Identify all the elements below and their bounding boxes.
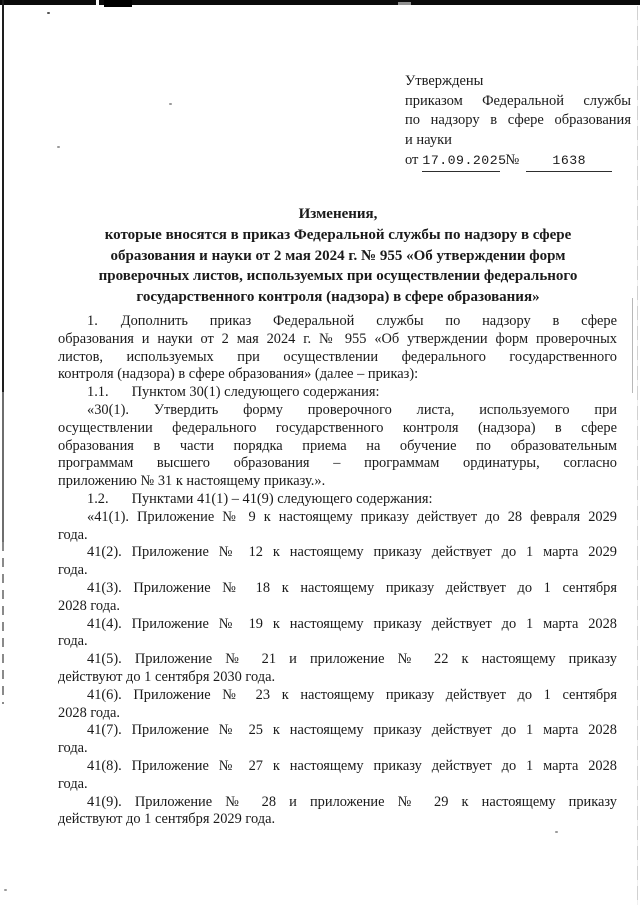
- approval-lines: [405, 72, 631, 150]
- body-line: 1. Дополнить приказ Федеральной службы по надзору в сфере: [87, 313, 617, 329]
- scan-speck: [57, 146, 60, 148]
- body-line: 1.1. Пунктом 30(1) следующего содержания:: [87, 384, 380, 401]
- body-line: действуют до 1 сентября 2029 года.: [58, 811, 276, 828]
- body-line: года.: [58, 740, 88, 757]
- body-line: 2028 года.: [58, 704, 121, 721]
- body-line: 41(5). Приложение № 21 и приложение № 22 к настоящему приказу: [87, 651, 617, 668]
- scan-speck: [4, 889, 7, 891]
- approval-date-prefix: от: [405, 152, 419, 168]
- scan-edge-left: [2, 542, 4, 704]
- paragraph-number: 1.2.: [87, 490, 109, 507]
- body-line: программам высшего образования – программам ординатуры, согласно: [58, 455, 617, 472]
- body-line: 41(7). Приложение № 25 к настоящему приказу действует до 1 марта 2028: [87, 722, 617, 739]
- body-line: контроля (надзора) в сфере образования» (далее – приказ):: [58, 366, 419, 383]
- approval-date-value: 17.09.2025: [422, 151, 500, 172]
- paragraph-number: 1.1.: [87, 384, 109, 401]
- scan-speck: [169, 103, 172, 105]
- scan-speck: [47, 12, 50, 14]
- body-line: 41(9). Приложение № 28 и приложение № 29 к настоящему приказу: [87, 793, 617, 810]
- body-line: образования в части порядка приема на обучение по образовательным: [58, 437, 617, 454]
- paragraph-number: 1.: [87, 313, 98, 329]
- scan-edge-right: [632, 298, 633, 393]
- scan-edge-top-gap: [398, 2, 411, 5]
- body-line: года.: [58, 775, 88, 792]
- approval-date-line: [405, 151, 631, 172]
- body-line: приложению № 31 к настоящему приказу.».: [58, 473, 326, 490]
- body-line: 41(2). Приложение № 12 к настоящему приказу действует до 1 марта 2029: [87, 544, 617, 561]
- body-line: 41(4). Приложение № 19 к настоящему приказу действует до 1 марта 2028: [87, 615, 617, 632]
- body-line: листов, используемых при осуществлении федерального государственного: [58, 348, 617, 365]
- body-line: 41(8). Приложение № 27 к настоящему приказу действует до 1 марта 2028: [87, 757, 617, 774]
- document-title: [58, 204, 618, 308]
- approval-line: и науки: [405, 131, 452, 148]
- scan-edge-top-blob: [104, 0, 132, 7]
- scan-edge-left: [2, 392, 4, 542]
- approval-line: Утверждены: [405, 73, 484, 89]
- body-line: 41(6). Приложение № 23 к настоящему приказу действует до 1 сентября: [87, 686, 617, 703]
- title-line: образования и науки от 2 мая 2024 г. № 955 «Об утверждении форм: [110, 247, 566, 264]
- body-line: осуществлении федерального государственного контроля (надзора) в сфере: [58, 419, 617, 436]
- document-body: [58, 313, 617, 829]
- scan-edge-right: [637, 6, 638, 905]
- body-line: 2028 года.: [58, 597, 121, 614]
- scan-edge-left: [2, 0, 4, 392]
- body-line: 41(3). Приложение № 18 к настоящему приказу действует до 1 сентября: [87, 579, 617, 596]
- approval-block: [405, 72, 631, 172]
- title-line: государственного контроля (надзора) в сфере образования»: [136, 289, 540, 306]
- approval-line: приказом Федеральной службы: [405, 92, 631, 109]
- body-line: 1.2. Пунктами 41(1) – 41(9) следующего содержания:: [87, 490, 433, 507]
- body-line: действуют до 1 сентября 2030 года.: [58, 668, 276, 685]
- body-line: года.: [58, 562, 88, 579]
- body-line: образования и науки от 2 мая 2024 г. № 955 «Об утверждении форм проверочных: [58, 330, 617, 347]
- body-line: года.: [58, 526, 88, 543]
- title-line: которые вносятся в приказ Федеральной службы по надзору в сфере: [104, 226, 572, 243]
- body-line: года.: [58, 633, 88, 650]
- title-line: проверочных листов, используемых при осуществлении федерального: [98, 268, 578, 285]
- title-line: Изменения,: [298, 206, 378, 222]
- approval-number-value: 1638: [526, 151, 612, 172]
- approval-number-sign: №: [505, 152, 520, 168]
- body-line: «30(1). Утвердить форму проверочного листа, используемого при: [87, 401, 617, 418]
- body-line: «41(1). Приложение № 9 к настоящему приказу действует до 28 февраля 2029: [87, 508, 617, 525]
- approval-line: по надзору в сфере образования: [405, 112, 631, 128]
- scan-edge-top-gap: [96, 0, 99, 5]
- scan-speck: [555, 831, 558, 833]
